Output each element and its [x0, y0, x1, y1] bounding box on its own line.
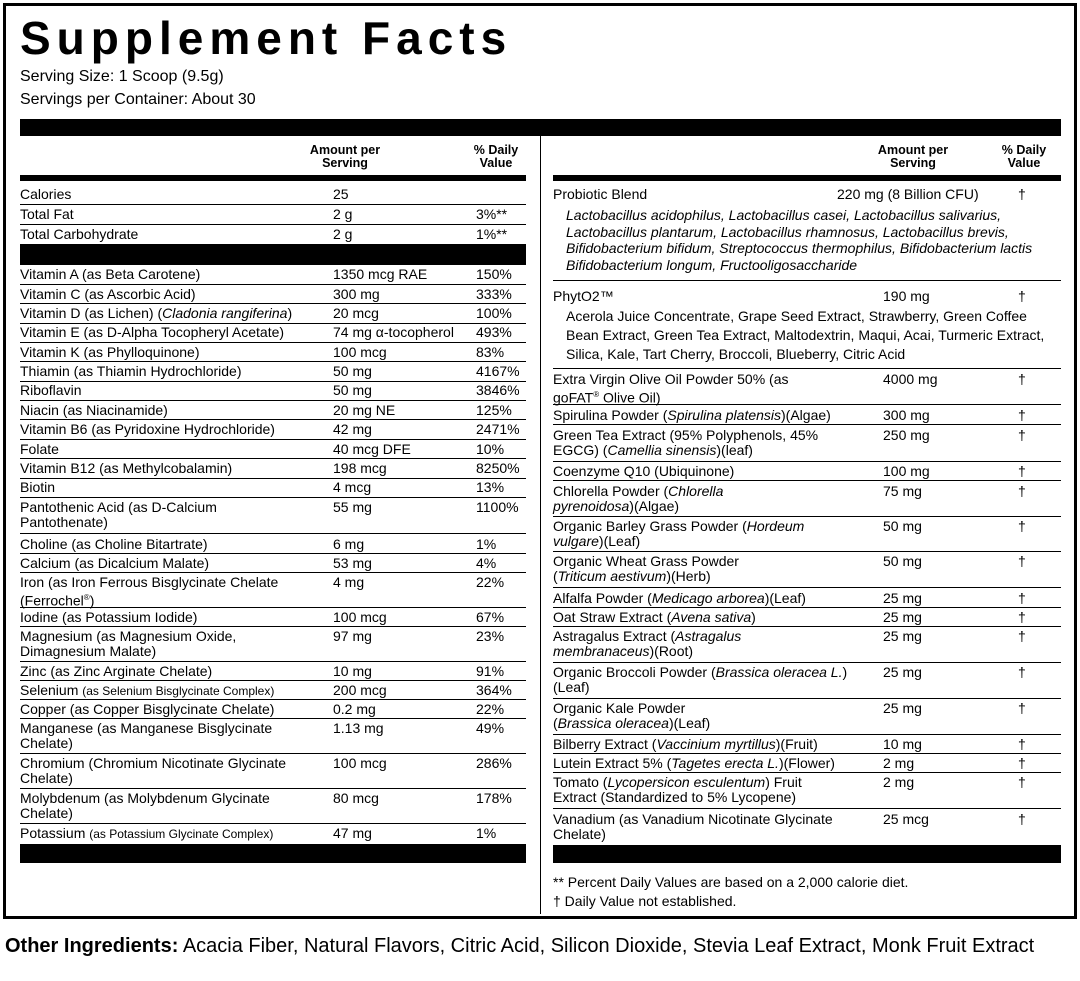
ingredient-amount: 300 mg: [883, 407, 930, 423]
row-organic-broccoli-powder-brassica-olerace: [553, 663, 1061, 699]
ingredient-amount: 10 mg: [333, 663, 372, 679]
ingredient-name: Chromium (Chromium Nicotinate Glycinate Chelate): [20, 755, 287, 786]
ingredient-dv: 150%: [476, 266, 512, 282]
left-amount-header: Amount per Serving: [309, 143, 381, 170]
ingredient-amount: 198 mcg: [333, 460, 387, 476]
ingredient-dv: †: [1018, 407, 1026, 423]
ingredient-name: Astragalus Extract (Astragalus membranaceus)(Root): [553, 628, 742, 659]
row-vanadium-as-vanadium-nicotinate-glycinat: [553, 810, 1061, 846]
ingredient-name: Zinc (as Zinc Arginate Chelate): [20, 663, 213, 679]
row-coenzyme-q10-ubiquinone: [553, 462, 1061, 481]
ingredient-dv: 22%: [476, 574, 505, 590]
ingredient-dv: 3846%: [476, 382, 520, 398]
ingredient-amount: 2 mg: [883, 755, 915, 771]
row-thiamin-as-thiamin-hydrochloride: [20, 362, 526, 382]
ingredient-dv: †: [1018, 811, 1026, 827]
row-total-fat: [20, 205, 526, 225]
ingredient-dv: 364%: [476, 682, 512, 698]
ingredient-amount: 25 mg: [883, 609, 922, 625]
ingredient-amount: 0.2 mg: [333, 701, 376, 717]
row-vitamin-b6-as-pyridoxine-hydrochloride: [20, 420, 526, 440]
ingredient-name: Pantothenic Acid (as D-Calcium Pantothenate): [20, 499, 217, 530]
ingredient-amount: 100 mg: [883, 463, 930, 479]
ingredient-name: Chlorella Powder (Chlorella pyrenoidosa)(Algae): [553, 483, 724, 514]
phyto-dv: †: [1018, 288, 1026, 304]
probiotic-amount: 220 mg (8 Billion CFU): [837, 186, 979, 202]
ingredient-amount: 100 mcg: [333, 755, 387, 771]
ingredient-amount: 74 mg α-tocopherol: [333, 324, 454, 340]
ingredient-name: Extra Virgin Olive Oil Powder 50% (as goFAT® Olive Oil): [553, 371, 789, 406]
ingredient-amount: 25 mcg: [883, 811, 929, 827]
ingredient-dv: 2471%: [476, 421, 520, 437]
ingredient-name: Biotin: [20, 479, 56, 495]
phyto-ingredients: Acerola Juice Concentrate, Grape Seed Extract, Strawberry, Green Coffee Bean Extract, Green Tea Extract, Maltodextrin, Maqui, Acai, Turmeric Extract, Silica, Kale, Tart Cherry, Broccoli, Blueberry, Citric Acid: [566, 308, 1045, 362]
ingredient-dv: 286%: [476, 755, 512, 771]
row-selenium-as-selenium-bisglycinate-comple: [20, 681, 526, 700]
ingredient-amount: 25 mg: [883, 590, 922, 606]
ingredient-name: Total Carbohydrate: [20, 226, 139, 242]
row-bilberry-extract-vaccinium-myrtillus-fru: [553, 735, 1061, 754]
row-vitamin-c-as-ascorbic-acid: [20, 285, 526, 304]
serving-size: Serving Size: 1 Scoop (9.5g): [20, 68, 224, 85]
footnote-dagger: † Daily Value not established.: [553, 893, 737, 909]
ingredient-amount: 4000 mg: [883, 371, 938, 387]
ingredient-dv: 1%: [476, 825, 497, 841]
row-vitamin-e-as-d-alpha-tocopheryl-acetate: [20, 323, 526, 343]
ingredient-amount: 25 mg: [883, 628, 922, 644]
row-manganese-as-manganese-bisglycinate-chel: [20, 719, 526, 754]
ingredient-name: Lutein Extract 5% (Tagetes erecta L.)(Flower): [553, 755, 835, 771]
right-header-rule: [553, 175, 1061, 181]
ingredient-amount: 55 mg: [333, 499, 372, 515]
ingredient-amount: 50 mg: [883, 518, 922, 534]
ingredient-amount: 6 mg: [333, 536, 365, 552]
column-divider: [540, 136, 541, 914]
right-dv-header: % Daily Value: [1001, 143, 1047, 170]
phyto-row: [553, 285, 1061, 369]
ingredient-dv: 1%: [476, 536, 497, 552]
right-bottom-bar: [553, 845, 1061, 863]
ingredient-amount: 2 mg: [883, 774, 915, 790]
row-calcium-as-dicalcium-malate: [20, 554, 526, 573]
ingredient-dv: 178%: [476, 790, 512, 806]
ingredient-name: Riboflavin: [20, 382, 82, 398]
ingredient-name: Manganese (as Manganese Bisglycinate Chelate): [20, 720, 273, 751]
row-tomato-lycopersicon-esculentum-fruit-ext: [553, 773, 1061, 809]
row-magnesium-as-magnesium-oxide-dimagnesium: [20, 627, 526, 662]
row-iron-as-iron-ferrous-bisglycinate-chelat: [20, 573, 526, 608]
row-green-tea-extract-95-polyphenols-45-egcg: [553, 426, 1061, 462]
ingredient-dv: 3%**: [476, 206, 508, 222]
ingredient-name: Coenzyme Q10 (Ubiquinone): [553, 463, 735, 479]
ingredient-name: Vitamin K (as Phylloquinone): [20, 344, 200, 360]
ingredient-dv: 91%: [476, 663, 505, 679]
row-potassium-as-potassium-glycinate-complex: [20, 824, 526, 845]
ingredient-dv: 23%: [476, 628, 505, 644]
ingredient-amount: 97 mg: [333, 628, 372, 644]
ingredient-name: Vitamin E (as D-Alpha Tocopheryl Acetate): [20, 324, 285, 340]
ingredient-dv: †: [1018, 427, 1026, 443]
ingredient-name: Organic Barley Grass Powder (Hordeum vulgare)(Leaf): [553, 518, 805, 549]
ingredient-name: Vitamin B6 (as Pyridoxine Hydrochloride): [20, 421, 275, 437]
row-folate: [20, 440, 526, 459]
row-lutein-extract-5-tagetes-erecta-l-flower: [553, 754, 1061, 773]
row-vitamin-b12-as-methylcobalamin: [20, 459, 526, 479]
ingredient-dv: 8250%: [476, 460, 520, 476]
row-choline-as-choline-bitartrate: [20, 535, 526, 554]
ingredient-name: Organic Broccoli Powder (Brassica oleracea L.)(Leaf): [553, 664, 848, 695]
ingredient-dv: 10%: [476, 441, 505, 457]
row-extra-virgin-olive-oil-powder-50-as-gofa: [553, 370, 1061, 405]
ingredient-dv: 493%: [476, 324, 512, 340]
macro-separator-bar: [20, 245, 526, 265]
ingredient-name: Vitamin D (as Lichen) (Cladonia rangiferina): [20, 305, 293, 321]
ingredient-name: Oat Straw Extract (Avena sativa): [553, 609, 756, 625]
ingredient-amount: 20 mg NE: [333, 402, 396, 418]
ingredient-name: Organic Wheat Grass Powder (Triticum aestivum)(Herb): [553, 553, 739, 584]
row-niacin-as-niacinamide: [20, 401, 526, 420]
ingredient-name: Green Tea Extract (95% Polyphenols, 45% EGCG) (Camellia sinensis)(leaf): [553, 427, 819, 458]
ingredient-dv: †: [1018, 664, 1026, 680]
ingredient-name: Potassium (as Potassium Glycinate Complex): [20, 825, 274, 841]
ingredient-amount: 2 g: [333, 226, 353, 242]
ingredient-name: Organic Kale Powder (Brassica oleracea)(Leaf): [553, 700, 711, 731]
row-alfalfa-powder-medicago-arborea-leaf: [553, 589, 1061, 608]
ingredient-amount: 4 mg: [333, 574, 365, 590]
ingredient-dv: 1%**: [476, 226, 508, 242]
ingredient-amount: 53 mg: [333, 555, 372, 571]
row-chromium-chromium-nicotinate-glycinate-c: [20, 754, 526, 789]
ingredient-name: Alfalfa Powder (Medicago arborea)(Leaf): [553, 590, 806, 606]
ingredient-amount: 20 mcg: [333, 305, 379, 321]
ingredient-amount: 4 mcg: [333, 479, 372, 495]
ingredient-amount: 100 mcg: [333, 609, 387, 625]
ingredient-amount: 10 mg: [883, 736, 922, 752]
ingredient-name: Iron (as Iron Ferrous Bisglycinate Chelate (Ferrochel®): [20, 574, 279, 609]
ingredient-amount: 47 mg: [333, 825, 372, 841]
ingredient-amount: 1.13 mg: [333, 720, 384, 736]
probiotic-dv: †: [1018, 186, 1026, 202]
ingredient-name: Calcium (as Dicalcium Malate): [20, 555, 210, 571]
ingredient-amount: 50 mg: [333, 382, 372, 398]
ingredient-name: Vitamin A (as Beta Carotene): [20, 266, 201, 282]
ingredient-amount: 25 mg: [883, 664, 922, 680]
ingredient-dv: †: [1018, 371, 1026, 387]
row-calories: [20, 185, 526, 205]
panel-title: Supplement Facts: [20, 12, 513, 64]
probiotic-ingredients: Lactobacillus acidophilus, Lactobacillus casei, Lactobacillus salivarius, Lactobacillus plantarum, Lactobacillus rhamnosus, Lactobacillus brevis, Bifidobacterium bifidum, Streptococcus thermophilus, Bifidobacterium lactis Bifidobacterium longum, Fructooligosaccharide: [566, 207, 1033, 273]
ingredient-amount: 42 mg: [333, 421, 372, 437]
ingredient-amount: 25 mg: [883, 700, 922, 716]
probiotic-blend-row: [553, 185, 1061, 281]
row-iodine-as-potassium-iodide: [20, 608, 526, 627]
ingredient-dv: 125%: [476, 402, 512, 418]
ingredient-dv: 100%: [476, 305, 512, 321]
row-organic-wheat-grass-powder-triticum-aest: [553, 552, 1061, 588]
ingredient-amount: 100 mcg: [333, 344, 387, 360]
row-organic-barley-grass-powder-hordeum-vulg: [553, 517, 1061, 552]
ingredient-dv: †: [1018, 609, 1026, 625]
row-vitamin-a-as-beta-carotene: [20, 265, 526, 285]
other-ingredients-text: Acacia Fiber, Natural Flavors, Citric Acid, Silicon Dioxide, Stevia Leaf Extract, Monk Fruit Extract: [178, 935, 1035, 957]
ingredient-name: Tomato (Lycopersicon esculentum) Fruit Extract (Standardized to 5% Lycopene): [553, 774, 802, 805]
ingredient-name: Magnesium (as Magnesium Oxide, Dimagnesium Malate): [20, 628, 237, 659]
ingredient-name: Total Fat: [20, 206, 74, 222]
ingredient-name: Copper (as Copper Bisglycinate Chelate): [20, 701, 275, 717]
left-bottom-bar: [20, 845, 526, 863]
row-biotin: [20, 478, 526, 498]
ingredient-amount: 1350 mcg RAE: [333, 266, 428, 282]
ingredient-dv: 333%: [476, 286, 512, 302]
ingredient-dv: †: [1018, 590, 1026, 606]
ingredient-name: Selenium (as Selenium Bisglycinate Complex): [20, 682, 275, 698]
row-riboflavin: [20, 381, 526, 401]
row-vitamin-k-as-phylloquinone: [20, 343, 526, 362]
ingredient-name: Spirulina Powder (Spirulina platensis)(Algae): [553, 407, 831, 423]
ingredient-name: Calories: [20, 186, 72, 202]
ingredient-name: Folate: [20, 441, 59, 457]
ingredient-amount: 75 mg: [883, 483, 922, 499]
left-dv-header: % Daily Value: [473, 143, 519, 170]
row-total-carbohydrate: [20, 225, 526, 245]
phyto-name: PhytO2™: [553, 288, 614, 304]
row-copper-as-copper-bisglycinate-chelate: [20, 700, 526, 719]
ingredient-dv: †: [1018, 553, 1026, 569]
ingredient-dv: †: [1018, 736, 1026, 752]
ingredient-name: Thiamin (as Thiamin Hydrochloride): [20, 363, 242, 379]
row-organic-kale-powder-brassica-oleracea-le: [553, 699, 1061, 735]
ingredient-dv: †: [1018, 700, 1026, 716]
servings-per-container: Servings per Container: About 30: [20, 91, 256, 108]
ingredient-dv: 83%: [476, 344, 505, 360]
row-zinc-as-zinc-arginate-chelate: [20, 662, 526, 681]
ingredient-dv: †: [1018, 518, 1026, 534]
phyto-amount: 190 mg: [883, 288, 930, 304]
ingredient-name: Vitamin C (as Ascorbic Acid): [20, 286, 196, 302]
row-molybdenum-as-molybdenum-glycinate-chela: [20, 789, 526, 824]
ingredient-name: Bilberry Extract (Vaccinium myrtillus)(Fruit): [553, 736, 818, 752]
ingredient-name: Vitamin B12 (as Methylcobalamin): [20, 460, 233, 476]
row-spirulina-powder-spirulina-platensis-alg: [553, 406, 1061, 425]
ingredient-amount: 40 mcg DFE: [333, 441, 411, 457]
row-astragalus-extract-astragalus-membranace: [553, 627, 1061, 663]
right-amount-header: Amount per Serving: [877, 143, 949, 170]
ingredient-amount: 250 mg: [883, 427, 930, 443]
ingredient-dv: 49%: [476, 720, 505, 736]
ingredient-dv: 1100%: [476, 499, 519, 515]
ingredient-dv: 22%: [476, 701, 505, 717]
ingredient-amount: 50 mg: [883, 553, 922, 569]
top-bar: [20, 119, 1061, 136]
footnote-percent: ** Percent Daily Values are based on a 2,000 calorie diet.: [553, 874, 909, 890]
row-chlorella-powder-chlorella-pyrenoidosa-a: [553, 482, 1061, 517]
ingredient-amount: 200 mcg: [333, 682, 387, 698]
ingredient-amount: 300 mg: [333, 286, 380, 302]
ingredient-dv: 13%: [476, 479, 505, 495]
ingredient-name: Molybdenum (as Molybdenum Glycinate Chelate): [20, 790, 270, 821]
ingredient-amount: 50 mg: [333, 363, 372, 379]
ingredient-dv: 4%: [476, 555, 497, 571]
ingredient-amount: 2 g: [333, 206, 353, 222]
ingredient-name: Vanadium (as Vanadium Nicotinate Glycinate Chelate): [553, 811, 833, 842]
ingredient-amount: 80 mcg: [333, 790, 379, 806]
ingredient-dv: †: [1018, 774, 1026, 790]
ingredient-dv: †: [1018, 483, 1026, 499]
probiotic-name: Probiotic Blend: [553, 186, 648, 202]
ingredient-dv: †: [1018, 463, 1026, 479]
other-ingredients-label: Other Ingredients:: [5, 935, 179, 957]
ingredient-dv: 67%: [476, 609, 505, 625]
ingredient-dv: †: [1018, 628, 1026, 644]
ingredient-dv: 4167%: [476, 363, 520, 379]
ingredient-name: Choline (as Choline Bitartrate): [20, 536, 208, 552]
ingredient-name: Niacin (as Niacinamide): [20, 402, 168, 418]
ingredient-amount: 25: [333, 186, 349, 202]
ingredient-dv: †: [1018, 755, 1026, 771]
other-ingredients: [5, 933, 1075, 959]
left-header-rule: [20, 175, 526, 181]
row-vitamin-d-as-lichen-cladonia-rangiferina: [20, 304, 526, 324]
ingredient-name: Iodine (as Potassium Iodide): [20, 609, 198, 625]
row-pantothenic-acid-as-d-calcium-pantothena: [20, 498, 526, 534]
row-oat-straw-extract-avena-sativa: [553, 608, 1061, 627]
